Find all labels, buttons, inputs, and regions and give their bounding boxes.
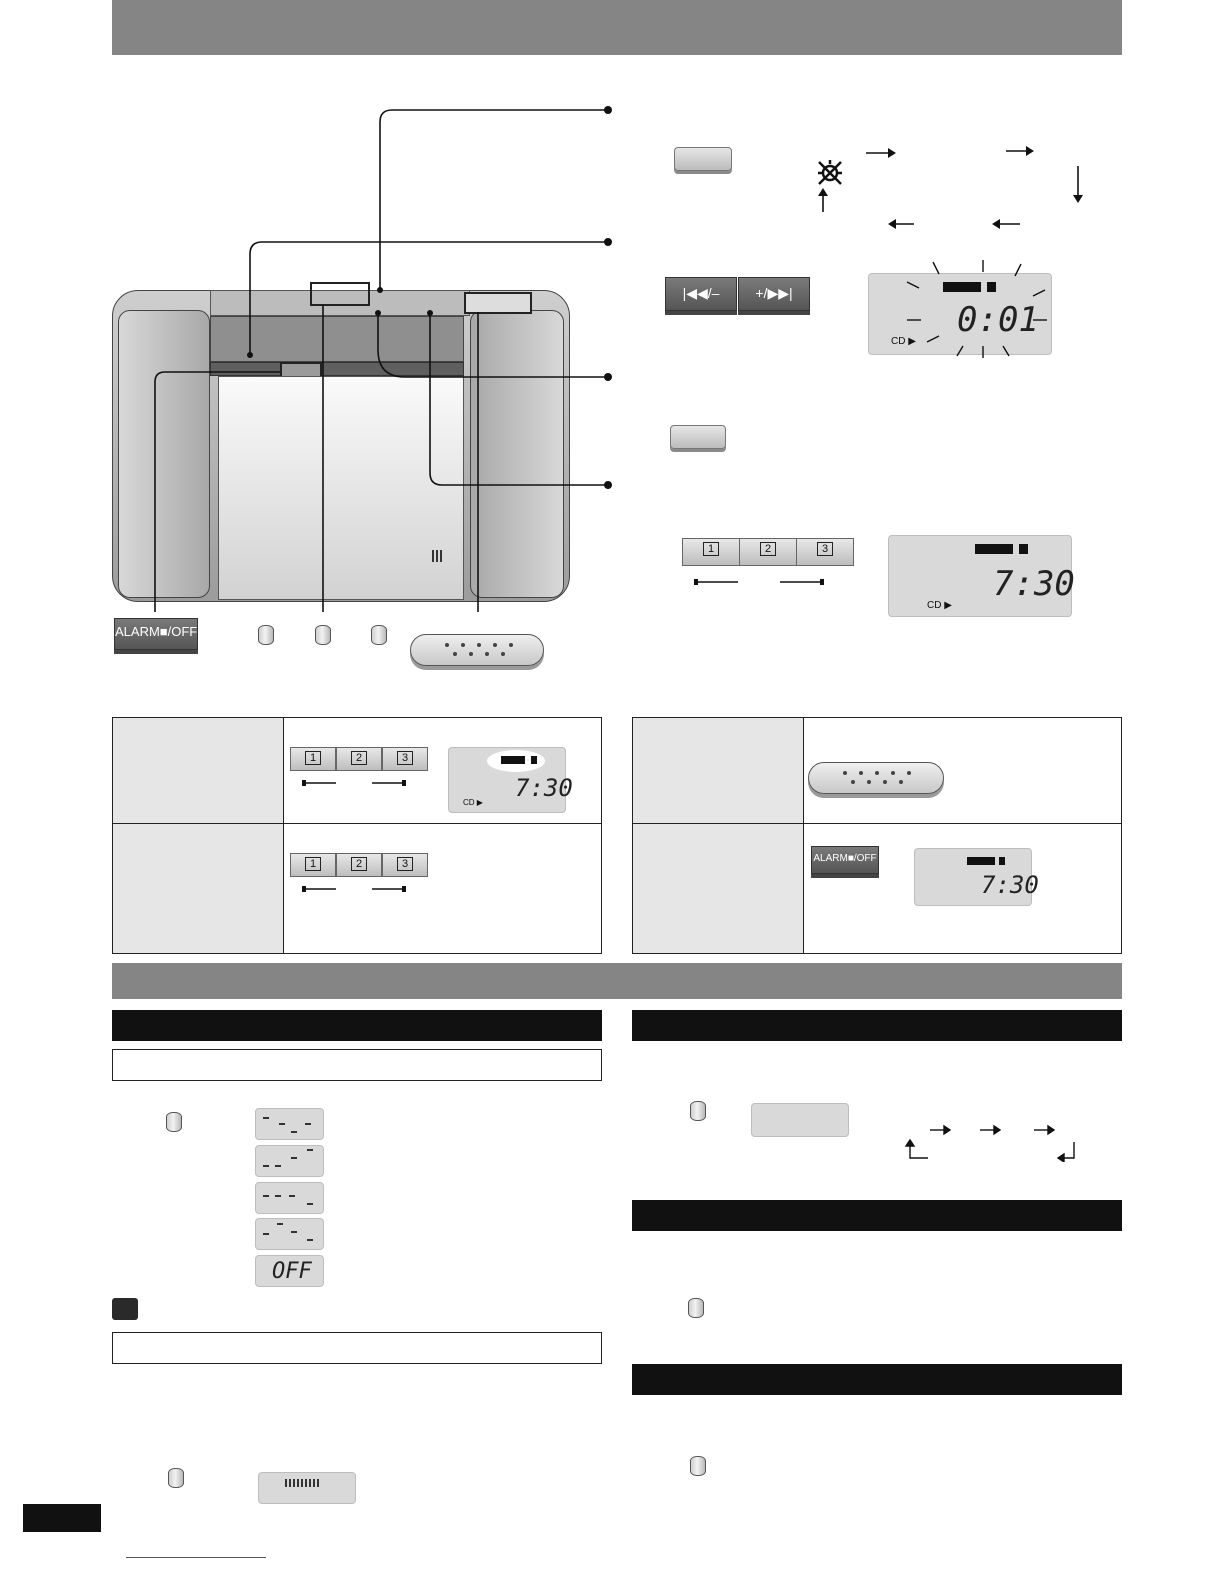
table-right (632, 717, 1122, 954)
lcd-cd-indicator: CD ▶ (463, 798, 483, 807)
leader-lines (0, 0, 620, 640)
leader-dot (377, 287, 383, 293)
preset-key-3[interactable]: 3 (382, 853, 428, 877)
preset-knob-1[interactable] (258, 625, 274, 645)
table-right-header-cell-2 (633, 824, 804, 953)
skip-forward-button[interactable]: +/▶▶| (738, 277, 810, 311)
leader-dot (375, 310, 381, 316)
dimmer-segments (285, 1479, 321, 1487)
table-preset-keys-2 (290, 853, 428, 877)
preset-key-1[interactable]: 1 (290, 853, 336, 877)
alarm-off-button[interactable]: ALARM■/OFF (114, 618, 198, 650)
lcd-alarm-time-blink (448, 747, 573, 813)
clock-button[interactable] (674, 147, 732, 171)
preset-knob-3[interactable] (371, 625, 387, 645)
subsection-bar-right-2 (632, 1200, 1122, 1231)
button-knob-3[interactable] (690, 1456, 706, 1476)
lcd-cd-indicator: CD ▶ (927, 600, 952, 611)
snooze-bar[interactable] (808, 762, 944, 794)
preset-key-1[interactable]: 1 (682, 538, 740, 566)
lcd-alarm-square (1019, 544, 1028, 554)
preset-key-3[interactable]: 3 (382, 747, 428, 771)
alarm-off-button[interactable]: ALARM■/OFF (811, 846, 879, 874)
table-right-header-cell-1 (633, 718, 804, 824)
sleep-segment-marks (255, 1108, 322, 1248)
lcd-alarm-time (888, 535, 1075, 617)
preset-keys (682, 538, 854, 568)
lcd-time-value: 7:30 (981, 871, 1039, 899)
preset-key-3[interactable]: 3 (796, 538, 854, 566)
lcd-alarm-square (999, 857, 1005, 865)
blink-marks (895, 258, 1060, 362)
snooze-bar[interactable] (410, 634, 544, 666)
preset-knob-2[interactable] (315, 625, 331, 645)
table-left-header-cell-2 (113, 824, 284, 953)
lcd-alarm-set (914, 848, 1039, 906)
sleep-lcd-off (255, 1255, 324, 1287)
preset-range-marks (300, 778, 410, 788)
lcd-alarm-bar (975, 544, 1013, 554)
alarm-cycle-diagram (810, 140, 1100, 240)
leader-dot (604, 373, 612, 381)
mode-lcd (751, 1103, 849, 1137)
dimmer-knob[interactable] (168, 1468, 184, 1488)
lcd-time-value: 0:01 (957, 300, 1039, 340)
footer-link-line (126, 1557, 266, 1558)
page-number-tab (23, 1504, 101, 1532)
sleep-knob[interactable] (166, 1112, 182, 1132)
lcd-time-value: 7:30 (993, 564, 1075, 604)
note-icon (112, 1298, 138, 1320)
preset-key-2[interactable]: 2 (739, 538, 797, 566)
preset-key-2[interactable]: 2 (336, 747, 382, 771)
subsection-bar-right-1 (632, 1010, 1122, 1041)
leader-dot (247, 352, 253, 358)
alarm-clock-icon (818, 160, 842, 184)
note-box-2 (112, 1332, 602, 1364)
note-box-1 (112, 1049, 602, 1081)
leader-dot (427, 310, 433, 316)
lcd-alarm-square (531, 756, 537, 764)
lcd-cd-indicator: CD ▶ (891, 336, 916, 347)
table-left-header-cell-1 (113, 718, 284, 824)
button-knob-2[interactable] (688, 1298, 704, 1318)
skip-back-button[interactable]: |◀◀/– (665, 277, 737, 311)
sleep-off-value: OFF (272, 1259, 312, 1284)
set-button[interactable] (670, 425, 726, 449)
preset-range-marks (300, 884, 410, 894)
leader-dot (604, 481, 612, 489)
lcd-alarm-bar (967, 857, 995, 865)
section-header-bar (112, 963, 1122, 999)
mode-cycle-diagram (900, 1120, 1080, 1162)
lcd-time-value: 7:30 (515, 774, 573, 802)
mode-knob[interactable] (690, 1101, 706, 1121)
leader-dot (604, 106, 612, 114)
preset-key-2[interactable]: 2 (336, 853, 382, 877)
lcd-alarm-bar (501, 756, 525, 764)
dimmer-lcd (258, 1472, 356, 1504)
preset-key-1[interactable]: 1 (290, 747, 336, 771)
leader-dot (604, 238, 612, 246)
preset-range-marks (690, 576, 830, 588)
subsection-bar-left-1 (112, 1010, 602, 1041)
table-preset-keys-1 (290, 747, 428, 771)
subsection-bar-right-3 (632, 1364, 1122, 1395)
